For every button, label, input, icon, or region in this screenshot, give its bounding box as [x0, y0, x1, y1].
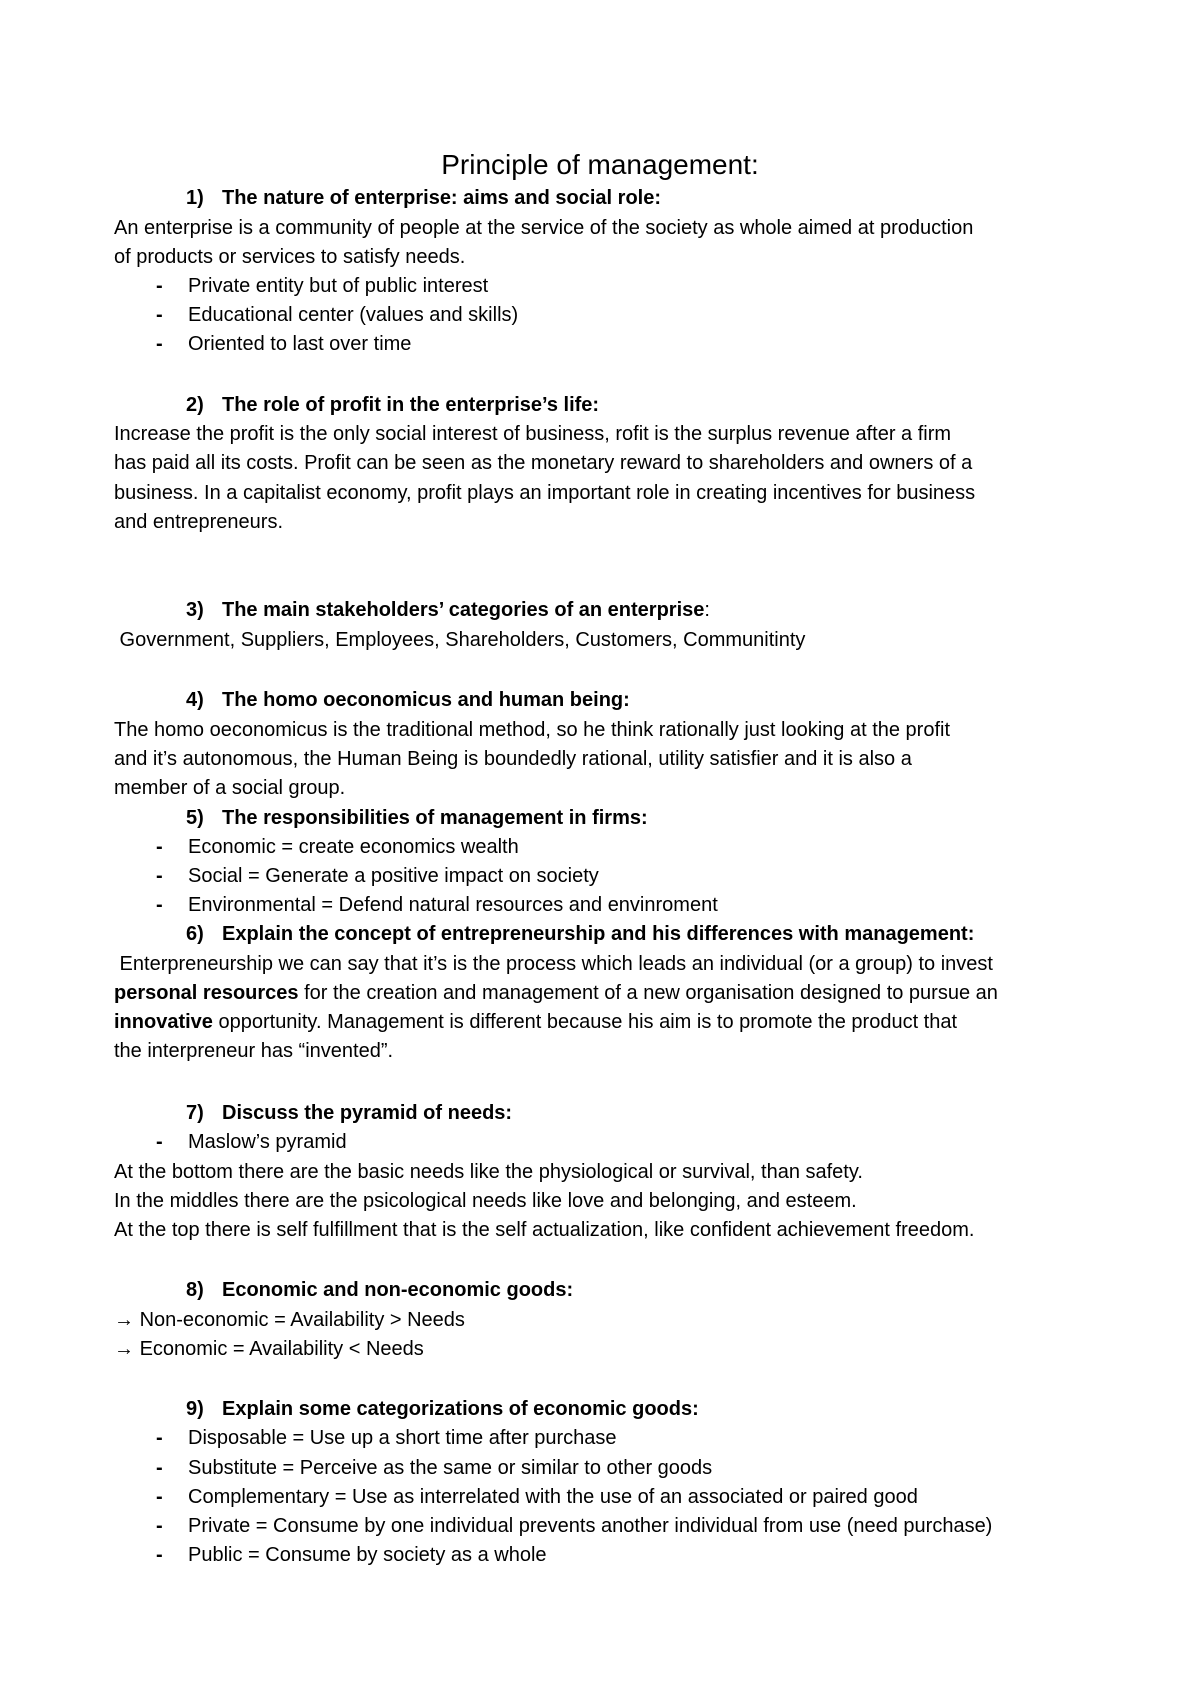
paragraph-line: member of a social group.: [114, 777, 346, 799]
paragraph-line: In the middles there are the psicological needs like love and belonging, and esteem.: [114, 1190, 857, 1212]
paragraph-line: At the bottom there are the basic needs like the physiological or survival, than safety.: [114, 1161, 863, 1183]
arrow-line: → Non-economic = Availability > Needs: [114, 1309, 465, 1331]
bullet-item: - Disposable = Use up a short time after purchase: [156, 1427, 617, 1449]
bullet-item: - Private = Consume by one individual prevents another individual from use (need purchase): [156, 1515, 993, 1537]
section-heading-5: 5) The responsibilities of management in firms:: [186, 807, 648, 829]
paragraph-line: At the top there is self fulfillment that is the self actualization, like confident achievement freedom.: [114, 1219, 975, 1241]
paragraph-line: personal resources for the creation and management of a new organisation designed to pursue an: [114, 982, 998, 1004]
bullet-item: - Oriented to last over time: [156, 333, 412, 355]
arrow-right-icon: →: [114, 1338, 134, 1360]
paragraph-line: of products or services to satisfy needs.: [114, 246, 466, 268]
page-title: Principle of management:: [441, 149, 759, 180]
paragraph-line: innovative opportunity. Management is different because his aim is to promote the product that: [114, 1011, 958, 1033]
paragraph-line: Enterpreneurship we can say that it’s is the process which leads an individual (or a group) to invest: [114, 953, 993, 975]
paragraph-line: has paid all its costs. Profit can be seen as the monetary reward to shareholders and owners of a: [114, 452, 973, 474]
paragraph-line: business. In a capitalist economy, profit plays an important role in creating incentives for business: [114, 482, 976, 504]
bullet-item: - Substitute = Perceive as the same or similar to other goods: [156, 1457, 713, 1479]
section-heading-9: 9) Explain some categorizations of economic goods:: [186, 1398, 699, 1420]
arrow-line: → Economic = Availability < Needs: [114, 1338, 424, 1360]
paragraph-line: and entrepreneurs.: [114, 511, 284, 533]
section-heading-2: 2) The role of profit in the enterprise’s life:: [186, 394, 600, 416]
paragraph-line: the interpreneur has “invented”.: [114, 1040, 394, 1062]
bullet-item: - Social = Generate a positive impact on society: [156, 865, 599, 887]
bullet-item: - Educational center (values and skills): [156, 304, 519, 326]
bullet-item: - Maslow’s pyramid: [156, 1131, 347, 1153]
section-heading-4: 4) The homo oeconomicus and human being:: [186, 689, 630, 711]
bullet-item: - Environmental = Defend natural resources and envinroment: [156, 894, 718, 916]
paragraph-line: An enterprise is a community of people at the service of the society as whole aimed at production: [114, 217, 974, 239]
section-heading-7: 7) Discuss the pyramid of needs:: [186, 1102, 513, 1124]
arrow-right-icon: →: [114, 1309, 134, 1331]
bullet-item: - Public = Consume by society as a whole: [156, 1544, 547, 1566]
section-heading-1: 1) The nature of enterprise: aims and social role:: [186, 187, 662, 209]
paragraph-line: The homo oeconomicus is the traditional method, so he think rationally just looking at the profit: [114, 719, 951, 741]
paragraph-line: Government, Suppliers, Employees, Shareholders, Customers, Communitinty: [114, 629, 806, 651]
bullet-item: - Complementary = Use as interrelated with the use of an associated or paired good: [156, 1486, 918, 1508]
section-heading-3: 3) The main stakeholders’ categories of an enterprise:: [186, 599, 710, 621]
section-heading-8: 8) Economic and non-economic goods:: [186, 1279, 574, 1301]
bullet-item: - Private entity but of public interest: [156, 275, 489, 297]
section-heading-6: 6) Explain the concept of entrepreneurship and his differences with management:: [186, 923, 975, 945]
paragraph-line: Increase the profit is the only social interest of business, rofit is the surplus revenue after a firm: [114, 423, 952, 445]
paragraph-line: and it’s autonomous, the Human Being is boundedly rational, utility satisfier and it is also a: [114, 748, 912, 770]
bullet-item: - Economic = create economics wealth: [156, 836, 519, 858]
